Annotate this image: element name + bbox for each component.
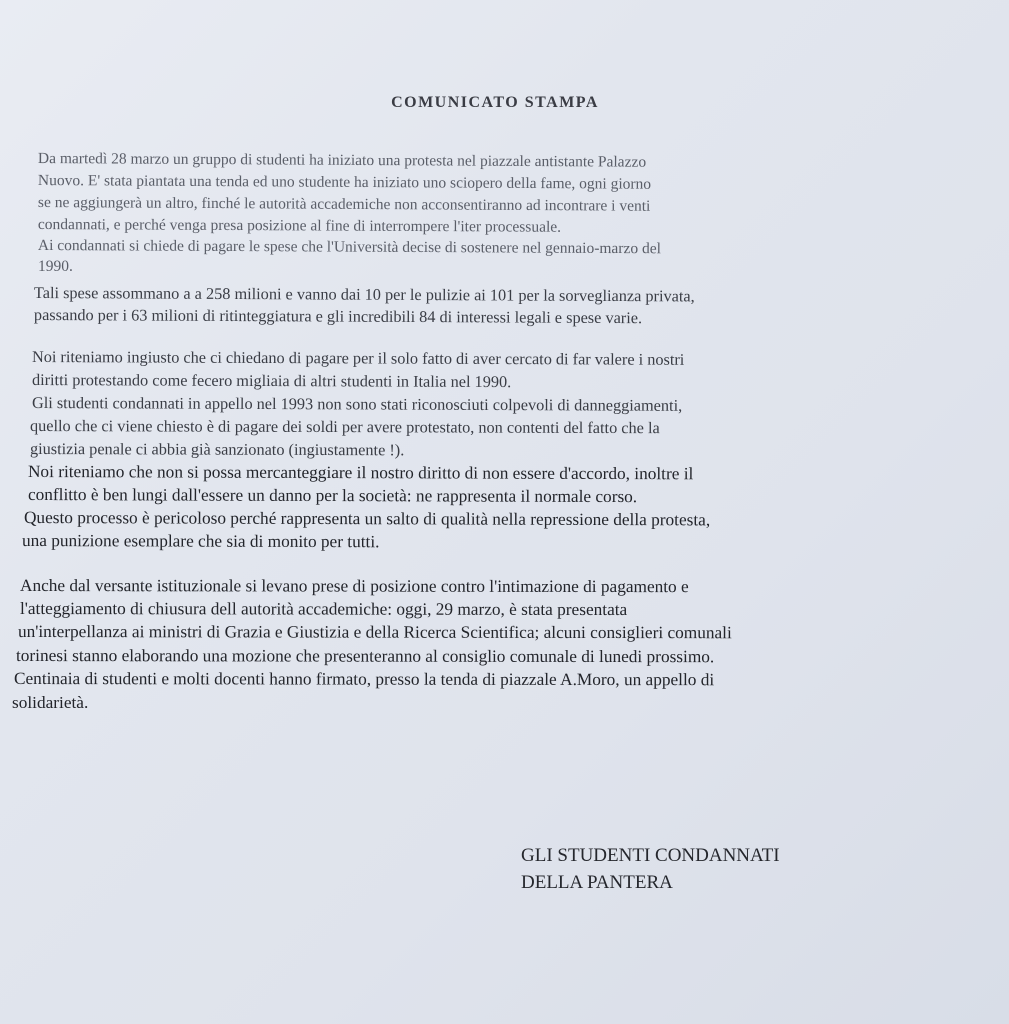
paragraph2-line-1: Noi riteniamo ingiusto che ci chiedano di pagare per il solo fatto di aver cercato di far valere i nostri (31, 347, 685, 369)
paragraph1-line-2: Nuovo. E' stata piantata una tenda ed uno studente ha iniziato uno sciopero della fame, ogni giorno (37, 172, 652, 193)
paragraph2-line-4: quello che ci viene chiesto è di pagare dei soldi per avere protestato, non contenti del fatto che la (29, 416, 660, 438)
document-title: COMUNICATO STAMPA (391, 94, 599, 111)
paragraph2-line-5: giustizia penale ci abbia già sanzionato (ingiustamente !). (29, 439, 405, 460)
paragraph2-line-3: Gli studenti condannati in appello nel 1993 non sono stati riconosciuti colpevoli di danneggiamenti, (31, 393, 683, 415)
paragraph3-line-3: un'interpellanza ai ministri di Grazia e Giustizia e della Ricerca Scientifica; alcuni consiglieri comunali (17, 622, 732, 643)
paragraph3-line-2: l'atteggiamento di chiusura dell autorità accademiche: oggi, 29 marzo, è stata presentata (19, 599, 628, 620)
paragraph1-line-4: condannati, e perché venga presa posizione al fine di interrompere l'iter processuale. (37, 216, 562, 236)
paragraph1-line-7: Tali spese assommano a a 258 milioni e vanno dai 10 per le pulizie ai 101 per la sorveglianza privata, (33, 283, 695, 306)
paragraph3-line-4: torinesi stanno elaborando una mozione che presenteranno al consiglio comunale di lunedi prossimo. (15, 646, 715, 667)
paragraph1-line-3: se ne aggiungerà un altro, finché le autorità accademiche non acconsentiranno ad incontrare i venti (37, 194, 651, 215)
signature-line-1: GLI STUDENTI CONDANNATI (521, 845, 780, 866)
paragraph1-line-8: passando per i 63 milioni di ritinteggiatura e gli incredibili 84 di interessi legali e spese varie. (33, 305, 643, 328)
paragraph3-line-5: Centinaia di studenti e molti docenti hanno firmato, presso la tenda di piazzale A.Moro, un appello di (13, 669, 715, 690)
signature-line-2: DELLA PANTERA (521, 872, 673, 893)
paragraph2-line-2: diritti protestando come fecero migliaia di altri studenti in Italia nel 1990. (31, 370, 512, 392)
paragraph2-line-6: Noi riteniamo che non si possa mercanteggiare il nostro diritto di non essere d'accordo, inoltre il (27, 462, 694, 484)
paragraph1-line-6: 1990. (38, 258, 73, 275)
paragraph2-line-8: Questo processo è pericoloso perché rappresenta un salto di qualità nella repressione della protesta, (23, 508, 711, 530)
paragraph1-line-5: Ai condannati si chiede di pagare le spese che l'Università decise di sostenere nel gennaio-marzo del (37, 237, 661, 258)
paragraph1-line-1: Da martedì 28 marzo un gruppo di studenti ha iniziato una protesta nel piazzale antistante Palazzo (37, 150, 647, 171)
paragraph3-line-6: solidarietà. (12, 693, 89, 712)
paragraph2-line-9: una punizione esemplare che sia di monito per tutti. (21, 531, 380, 552)
paragraph3-line-1: Anche dal versante istituzionale si levano prese di posizione contro l'intimazione di pagamento e (19, 576, 689, 597)
paragraph2-line-7: conflitto è ben lungi dall'essere un danno per la società: ne rappresenta il normale corso. (27, 485, 638, 507)
